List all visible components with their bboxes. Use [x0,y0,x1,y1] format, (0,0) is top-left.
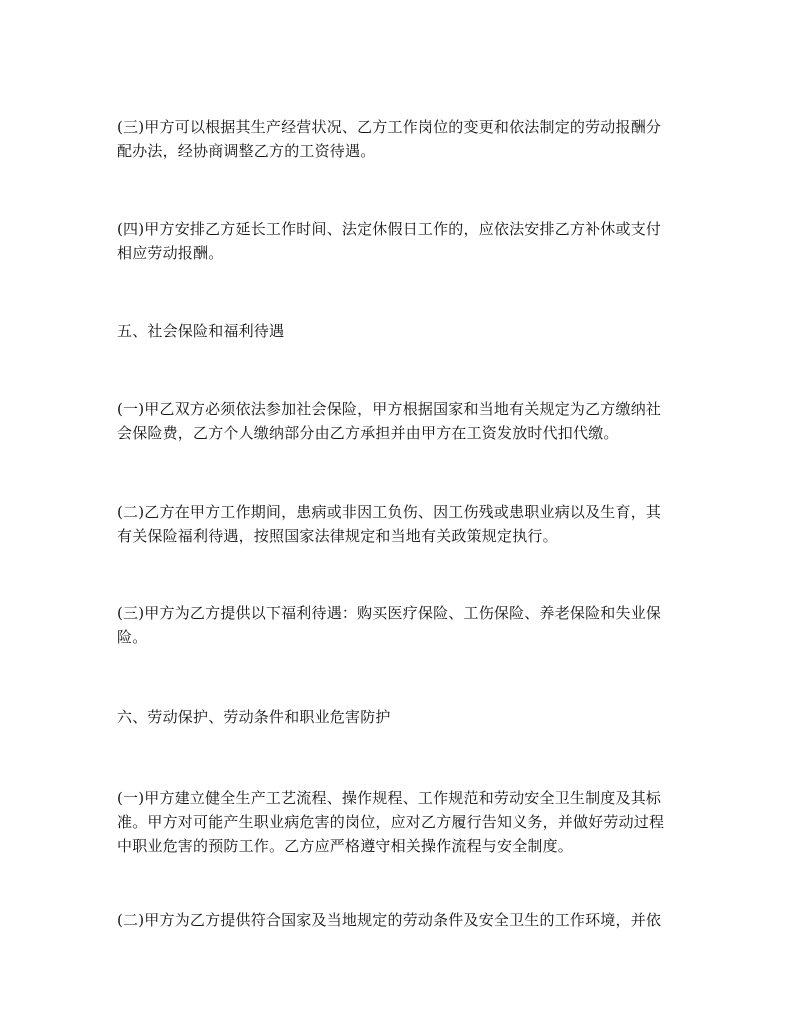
paragraph-line: (一)甲乙双方必须依法参加社会保险，甲方根据国家和当地有关规定为乙方缴纳社 [117,400,662,418]
section-heading-social-insurance [117,319,685,343]
paragraph-line: (一)甲方建立健全生产工艺流程、操作规程、工作规范和劳动安全卫生制度及其标 [117,789,662,807]
paragraph-safety-procedures [117,786,685,858]
section-heading-labor-protection [117,705,685,729]
paragraph-overtime-pay [117,217,685,265]
paragraph-line: 相应劳动报酬。 [117,244,224,262]
section-heading: 五、社会保险和福利待遇 [117,322,285,340]
paragraph-line: (三)甲方可以根据其生产经营状况、乙方工作岗位的变更和依法制定的劳动报酬分 [117,118,662,136]
paragraph-line: 准。甲方对可能产生职业病危害的岗位，应对乙方履行告知义务，并做好劳动过程 [117,813,665,831]
paragraph-line: 会保险费，乙方个人缴纳部分由乙方承担并由甲方在工资发放时代扣代缴。 [117,424,619,442]
paragraph-line: (二)乙方在甲方工作期间，患病或非因工负伤、因工伤残或患职业病以及生育，其 [117,503,662,521]
paragraph-line: 有关保险福利待遇，按照国家法律规定和当地有关政策规定执行。 [117,527,558,545]
paragraph-social-insurance [117,397,685,445]
paragraph-line: 配办法，经协商调整乙方的工资待遇。 [117,142,376,160]
paragraph-line: (四)甲方安排乙方延长工作时间、法定休假日工作的，应依法安排乙方补休或支付 [117,220,662,238]
section-heading: 六、劳动保护、劳动条件和职业危害防护 [117,708,391,726]
paragraph-wage-adjustment [117,115,685,163]
paragraph-line: 险。 [117,628,148,646]
paragraph-line: (三)甲方为乙方提供以下福利待遇：购买医疗保险、工伤保险、养老保险和失业保 [117,604,662,622]
paragraph-line: 中职业危害的预防工作。乙方应严格遵守相关操作流程与安全制度。 [117,837,574,855]
paragraph-illness-benefits [117,500,685,548]
paragraph-working-conditions [117,908,685,932]
paragraph-line: (二)甲方为乙方提供符合国家及当地规定的劳动条件及安全卫生的工作环境，并依 [117,911,662,929]
paragraph-welfare-benefits [117,601,685,649]
